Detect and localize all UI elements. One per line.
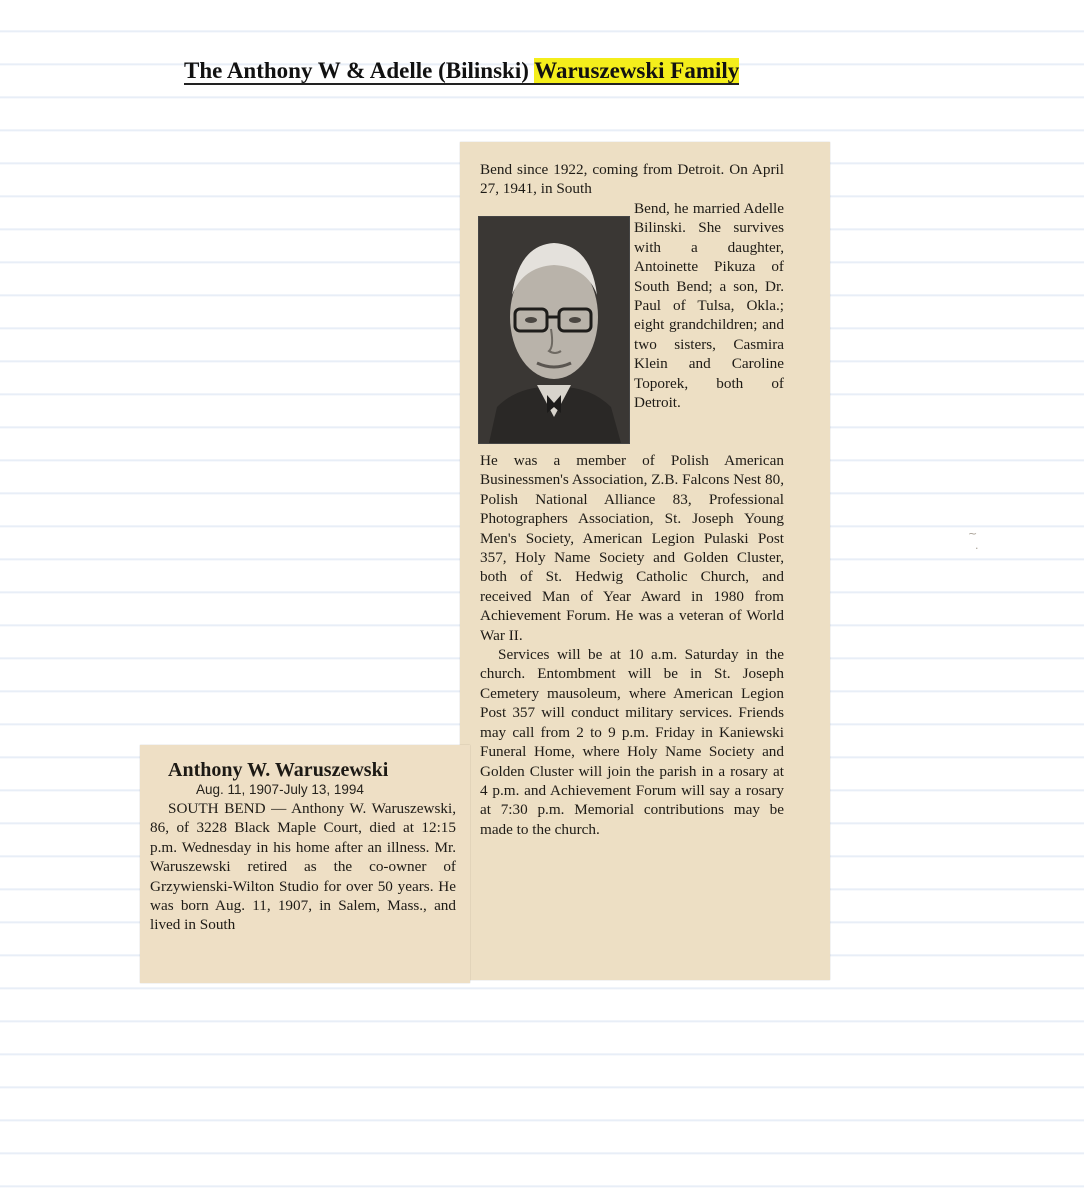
obituary-dates: Aug. 11, 1907-July 13, 1994 <box>196 782 364 797</box>
obituary-memberships-text: He was a member of Polish American Businessmen's Association, Z.B. Falcons Nest 80, Polish National Alliance 83, Professional Photographers Association, St. Joseph Young Men's Society, American Legion Pulaski Post 357, Holy Name Society and Golden Cluster, both of St. Hedwig Catholic Church, and received Man of Year Award in 1980 from Achievement Forum. He was a veteran of World War II. <box>480 452 784 644</box>
obituary-text-continued: Bend since 1922, coming from Detroit. On April 27, 1941, in South <box>480 161 784 198</box>
obituary-services-text: Services will be at 10 a.m. Saturday in the church. Entombment will be in St. Joseph Cemetery mausoleum, where American Legion Post 357 will conduct military services. Friends may call from 2 to 9 p.m. Friday in Kaniewski Funeral Home, where Holy Name Society and Golden Cluster will join the parish in a rosary at 4 p.m. and Achievement Forum will say a rosary at 7:30 p.m. Memorial contributions may be made to the church. <box>480 646 784 838</box>
obituary-survivors-text: Bend, he married Adelle Bilinski. She survives with a daughter, Antoinette Pikuza of South Bend; a son, Dr. Paul of Tulsa, Okla.; eight grandchildren; and two sisters, Casmira Klein and Caroline Toporek, both of Detroit. <box>634 200 784 412</box>
obituary-right-top <box>480 160 784 199</box>
obituary-lead-text: SOUTH BEND — Anthony W. Waruszewski, 86, of 3228 Black Maple Court, died at 12:15 p.m. Wednesday in his home after an illness. Mr. Waruszewski retired as the co-owner of Grzywienski-Wilton Studio for over 50 years. He was born Aug. 11, 1907, in Salem, Mass., and lived in South <box>150 800 456 934</box>
obituary-right-body <box>480 451 784 839</box>
obituary-right-beside-photo <box>634 199 784 412</box>
obituary-left-body <box>150 799 456 935</box>
portrait-image <box>479 217 629 443</box>
title-prefix: The Anthony W & Adelle (Bilinski) <box>184 58 535 83</box>
paper-smudge: ~ . <box>968 527 979 552</box>
page-title <box>184 58 904 84</box>
portrait-photo <box>478 216 630 444</box>
obituary-name: Anthony W. Waruszewski <box>168 759 389 781</box>
title-highlight: Waruszewski Family <box>534 58 740 83</box>
